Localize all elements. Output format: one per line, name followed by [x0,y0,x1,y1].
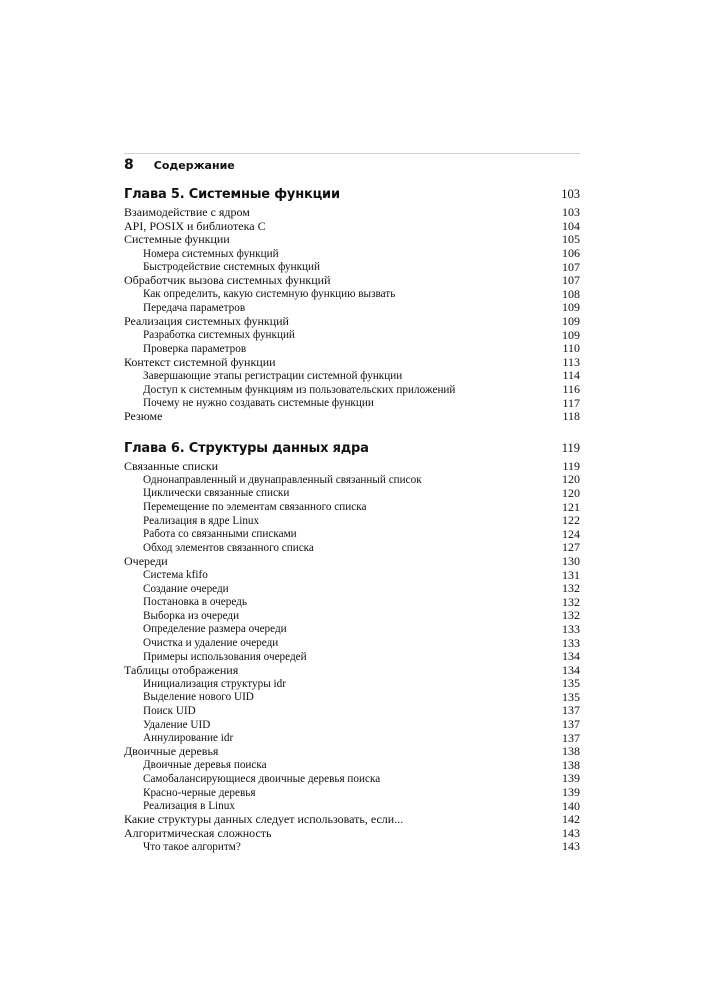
toc-subentry[interactable] [124,328,580,342]
toc-entry-title: API, POSIX и библиотека С [124,218,266,233]
toc-subentry[interactable] [124,500,580,514]
toc-entry-title: Поиск UID [143,704,196,717]
toc-entry-title: Очистка и удаление очереди [143,637,279,650]
page-number: 8 [124,157,134,173]
toc-entry-title: Реализация в ядре Linux [143,514,260,527]
toc-subentry[interactable] [124,260,580,274]
toc-entry-title: Номера системных функций [143,247,279,260]
toc-subentry[interactable] [124,396,580,410]
toc-entry-page: 137 [562,703,580,718]
toc-entry[interactable] [124,410,580,424]
toc-entry-page: 135 [562,689,580,704]
toc-entry-page: 105 [562,232,580,247]
toc-subentry[interactable] [124,582,580,596]
toc-entry-title: Удаление UID [143,718,211,731]
toc-entry-page: 106 [562,246,580,261]
toc-entry[interactable] [124,220,580,234]
toc-entry-title: Двоичные деревья поиска [143,759,267,772]
toc-entry-title: Резюме [124,409,163,424]
toc-entry-title: Система kfifo [143,569,208,582]
toc-entry-page: 142 [562,812,580,827]
toc-subentry[interactable] [124,342,580,356]
toc-subentry[interactable] [124,541,580,555]
toc-subentry[interactable] [124,704,580,718]
toc-entry-title: Создание очереди [143,582,229,595]
toc-entry-page: 143 [562,825,580,840]
toc-entry-page: 138 [562,757,580,772]
toc-entry-page: 120 [562,485,580,500]
toc-entry-page: 116 [562,382,580,397]
toc-entry-page: 130 [562,553,580,568]
toc-entry-title: Выделение нового UID [143,691,254,704]
toc-entry-page: 139 [562,771,580,786]
toc-entry-page: 133 [562,621,580,636]
toc-entry[interactable] [124,233,580,247]
toc-entry[interactable] [124,555,580,569]
toc-entry-title: Таблицы отображения [124,662,239,677]
toc-entry-title: Работа со связанными списками [143,528,297,541]
toc-entry-page: 140 [562,798,580,813]
toc-entry[interactable] [124,813,580,827]
toc-entry-page: 120 [562,472,580,487]
toc-subentry[interactable] [124,623,580,637]
toc-entry[interactable] [124,460,580,474]
toc-subentry[interactable] [124,247,580,261]
toc-subentry[interactable] [124,718,580,732]
toc-subentry[interactable] [124,840,580,854]
toc-entry-page: 113 [562,354,580,369]
toc-subentry[interactable] [124,609,580,623]
toc-entry-title: Аннулирование idr [143,732,234,745]
toc-subentry[interactable] [124,636,580,650]
toc-entry[interactable] [124,315,580,329]
chapter-heading[interactable] [124,182,580,202]
toc-subentry[interactable] [124,301,580,315]
toc-entry-title: Обработчик вызова системных функций [124,273,331,288]
toc-entry-title: Двоичные деревья [124,744,219,759]
toc-entry-title: Красно-черные деревья [143,786,256,799]
toc-entry-page: 132 [562,608,580,623]
toc-subentry[interactable] [124,487,580,501]
running-title: Содержание [153,159,235,172]
toc-entry-page: 108 [562,286,580,301]
toc-subentry[interactable] [124,383,580,397]
chapter-page-number: 103 [561,187,580,201]
toc-entry-title: Постановка в очередь [143,596,247,609]
toc-entry-page: 117 [562,395,580,410]
toc-entry-title: Циклически связанные списки [143,487,290,500]
toc-subentry[interactable] [124,691,580,705]
toc-entry-page: 127 [562,540,580,555]
toc-entry-page: 110 [562,341,580,356]
toc-entry-title: Разработка системных функций [143,329,295,342]
chapter-page-number: 119 [561,440,580,455]
toc-entry-page: 132 [562,581,580,596]
toc-entry-page: 107 [562,259,580,274]
toc-entry-title: Очереди [124,553,168,568]
toc-entry-page: 137 [562,730,580,745]
toc-entry-page: 133 [562,635,580,650]
toc-entry-title: Быстродействие системных функций [143,261,321,274]
toc-subentry[interactable] [124,473,580,487]
toc-entry-title: Проверка параметров [143,342,247,355]
toc-entry-title: Как определить, какую системную функцию вызвать [143,288,396,301]
toc-entry-page: 109 [562,300,580,315]
toc-entry-title: Реализация в Linux [143,800,235,813]
toc-entry-page: 104 [562,218,580,233]
toc-entry-title: Что такое алгоритм? [143,840,241,853]
toc-subentry[interactable] [124,786,580,800]
toc-entry-title: Выборка из очереди [143,609,240,622]
toc-entry-title: Алгоритмическая сложность [124,825,272,840]
chapter-title: Глава 6. Структуры данных ядра [124,440,369,456]
toc-entry-page: 138 [562,744,580,759]
toc-entry-page: 134 [562,662,580,677]
toc-subentry[interactable] [124,677,580,691]
toc-entry-title: Определение размера очереди [143,623,287,636]
toc-entry-title: Перемещение по элементам связанного списка [143,501,367,514]
toc-subentry[interactable] [124,759,580,773]
chapter-heading[interactable] [124,436,580,456]
toc-entry[interactable] [124,274,580,288]
toc-entry-page: 118 [562,409,580,424]
header-rule [124,153,580,154]
toc-entry-title: Какие структуры данных следует использовать, если... [124,812,404,827]
toc-subentry[interactable] [124,514,580,528]
toc-entry-page: 109 [562,314,580,329]
toc-entry-title: Передача параметров [143,301,246,314]
toc-entry-title: Обход элементов связанного списка [143,541,314,554]
toc-entry-page: 135 [562,676,580,691]
toc-entry[interactable] [124,745,580,759]
toc-entry[interactable] [124,356,580,370]
toc-entry-title: Контекст системной функции [124,354,276,369]
chapter-title: Глава 5. Системные функции [124,187,340,202]
toc-entry-page: 139 [562,785,580,800]
toc-entry-page: 137 [562,717,580,732]
chapter-spacer [124,424,580,436]
table-of-contents [124,182,580,854]
toc-entry-title: Самобалансирующиеся двоичные деревья поиска [143,772,381,785]
toc-entry[interactable] [124,663,580,677]
toc-entry[interactable] [124,827,580,841]
toc-entry-page: 114 [562,368,580,383]
toc-subentry[interactable] [124,369,580,383]
toc-subentry[interactable] [124,650,580,664]
toc-entry-page: 143 [562,839,580,854]
toc-entry-page: 119 [562,458,580,473]
toc-subentry[interactable] [124,772,580,786]
toc-entry-title: Системные функции [124,232,230,247]
toc-entry-title: Инициализация структуры idr [143,677,286,690]
toc-entry-page: 131 [562,567,580,582]
toc-entry-title: Связанные списки [124,458,219,473]
toc-entry-title: Почему не нужно создавать системные функции [143,397,374,410]
toc-subentry[interactable] [124,568,580,582]
toc-entry-page: 109 [562,327,580,342]
toc-subentry[interactable] [124,595,580,609]
toc-entry-page: 121 [562,499,580,514]
running-head [124,157,235,173]
toc-entry-title: Реализация системных функций [124,314,289,329]
toc-entry-page: 107 [562,273,580,288]
toc-entry-page: 132 [562,594,580,609]
toc-entry-page: 134 [562,649,580,664]
toc-entry-page: 122 [562,513,580,528]
toc-entry-page: 103 [562,205,580,220]
toc-entry-title: Примеры использования очередей [143,650,307,663]
toc-entry-title: Взаимодействие с ядром [124,205,250,220]
toc-subentry[interactable] [124,288,580,302]
toc-entry-page: 124 [562,526,580,541]
toc-entry[interactable] [124,206,580,220]
toc-subentry[interactable] [124,799,580,813]
toc-entry-title: Однонаправленный и двунаправленный связанный список [143,473,422,486]
toc-subentry[interactable] [124,731,580,745]
toc-entry-title: Завершающие этапы регистрации системной функции [143,369,403,382]
toc-entry-title: Доступ к системным функциям из пользовательских приложений [143,383,456,396]
toc-subentry[interactable] [124,527,580,541]
